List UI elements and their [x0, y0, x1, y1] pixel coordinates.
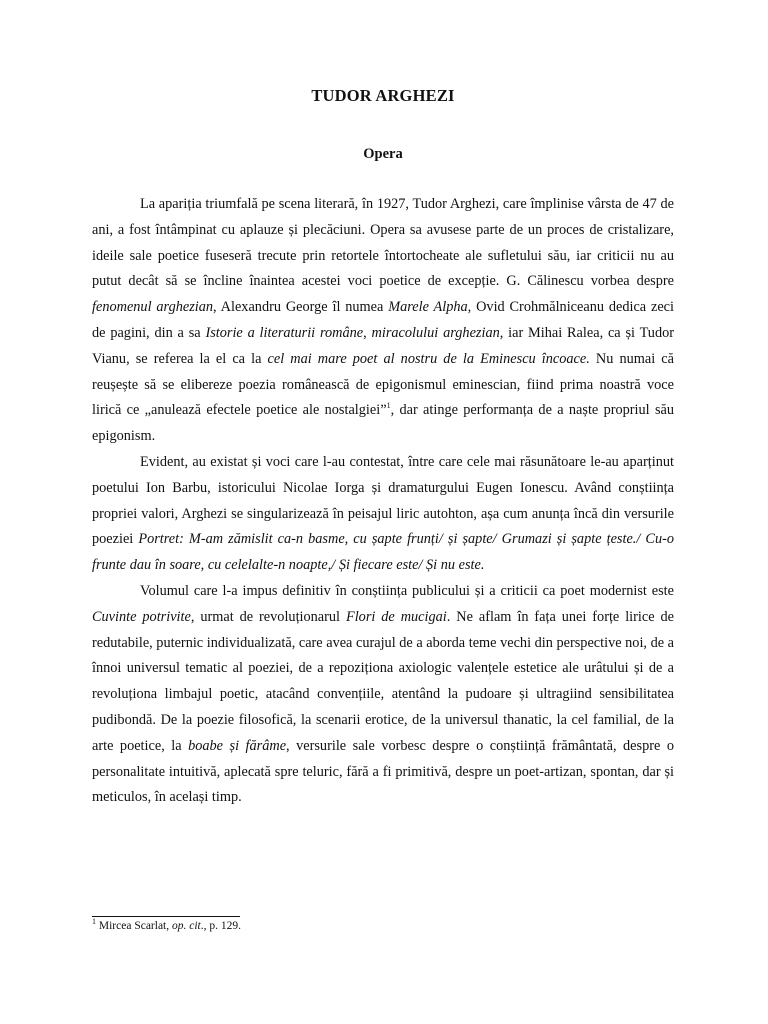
- italic-text: miracolului arghezian,: [371, 324, 504, 341]
- text-run: . Ne aflam în fața unei forțe lirice de redutabile, puternic individualizată, care avea curajul de a aborda teme vechi din perspective noi, de a înnoi universul tematic al poeziei, de a repoziționa axiologic valențele estetice ale urâtului și de a revoluționa limbajul poetic, atacând convențiile, atentând la pudoare și ultragiind sensibilitatea pudibondă. De la poezie filosofică, la scenarii erotice, de la universul thanatic, la cel familial, de la arte poetice, la: [92, 608, 675, 754]
- text-run: Nu numai că reușește să se elibereze poezia românească de epigonismul eminescian, fiind prima noastră voce lirică ce „anulează efectele poetice ale nostalgiei”: [92, 350, 674, 419]
- text-run: , dar atinge performanța de a naște propriul său epigonism.: [92, 402, 674, 445]
- text-run: , versurile sale vorbesc despre o conștiință frământată, despre o personalitate intuitivă, aplecată spre teluric, fără a fi primitivă, despre un poet-artizan, spontan, dar și meticulos, în același timp.: [92, 737, 674, 806]
- italic-text: Marele Alpha,: [388, 299, 472, 316]
- italic-text: Flori de mucigai: [345, 608, 447, 625]
- paragraph: [92, 450, 674, 579]
- text-run: La apariția triumfală pe scena literară, în 1927, Tudor Arghezi, care împlinise vârsta de 47 de ani, a fost întâmpinat cu aplauze și plecăciuni. Opera sa avusese parte de un proces de cristalizare, ideile sale poetice fuseseră trecute prin retortele întortocheate ale sufletului său, iar criticii nu au putut decât să se încline înaintea acestei voci poetice de excepție. G. Călinescu vorbea despre: [92, 196, 674, 290]
- italic-text: Istorie a literaturii române: [205, 324, 364, 341]
- text-run: Ovid Crohmălniceanu dedica zeci de pagini, din a sa: [92, 299, 674, 341]
- footnote-ref: 1: [92, 917, 96, 927]
- text-run: Volumul care l-a impus definitiv în conștiința publicului și a criticii ca poet modernist este: [140, 582, 674, 599]
- page-title: TUDOR ARGHEZI: [311, 86, 455, 105]
- text-run: , Alexandru George îl numea: [213, 299, 389, 316]
- text-run: iar Mihai Ralea, ca și Tudor Vianu, se referea la el ca la: [92, 324, 675, 367]
- section-heading: Opera: [363, 146, 403, 162]
- italic-text: Portret: M-am zămislit ca-n basme, cu șapte frunți/ și șapte/ Grumazi și șapte țeste./ Cu-o frunte dau în soare, cu celelalte-n noapte,/ Și fiecare este/ Și nu este.: [92, 531, 674, 574]
- italic-text: op. cit: [172, 920, 201, 932]
- body-text: [92, 192, 674, 811]
- footnote: [92, 917, 241, 932]
- italic-text: boabe și fărâme: [188, 737, 287, 754]
- italic-text: cel mai mare poet al nostru de la Eminescu încoace.: [267, 350, 590, 367]
- text-run: ., p. 129.: [200, 920, 241, 932]
- text-run: Evident, au existat și voci care l-au contestat, între care cele mai răsunătoare le-au aparținut poetului Ion Barbu, istoricului Nicolae Iorga și dramaturgului Eugen Ionescu. Având conștiința propriei valori, Arghezi se singularizează în peisajul liric autohton, așa cum anunța încă din versurile poeziei: [92, 453, 674, 548]
- text-run: Mircea Scarlat,: [96, 920, 172, 932]
- footnote-ref: 1: [386, 401, 391, 411]
- paragraph: [92, 579, 674, 811]
- italic-text: Cuvinte potrivite: [92, 608, 191, 625]
- italic-text: fenomenul arghezian: [92, 299, 214, 316]
- paragraph: [92, 192, 674, 450]
- footnote-divider: [92, 916, 240, 917]
- text-run: ,: [363, 324, 372, 341]
- text-run: , urmat de revoluționarul: [190, 608, 346, 625]
